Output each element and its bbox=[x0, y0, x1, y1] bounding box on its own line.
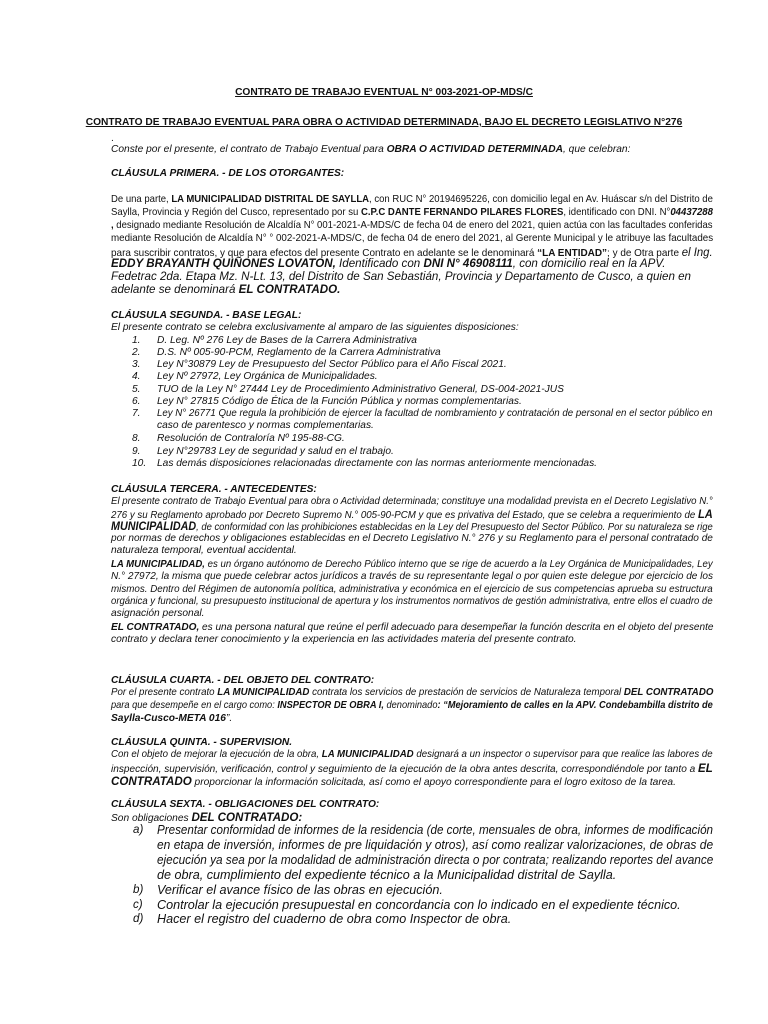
c3-p2-line-4: orgánica y funcional, su presupuesto institucional de apertura y los instrumentos normativos de gestión administrativa, entre ellos el cuadro de bbox=[111, 596, 713, 607]
obligation-item: en etapa de inversión, informes de pre liquidación y otros), así como realizar valorizaciones, de obras de bbox=[157, 838, 714, 852]
obligation-letter: c) bbox=[133, 898, 143, 911]
obligation-item: de obra, cumplimiento del expediente técnico a la Municipalidad distrital de Saylla. bbox=[157, 868, 617, 882]
legal-basis-number: 3. bbox=[132, 359, 141, 370]
c1-line-1: De una parte, LA MUNICIPALIDAD DISTRITAL DE SAYLLA, con RUC N° 20194695226, con domicilio legal en Av. Huáscar s/n del Distrito de bbox=[111, 194, 713, 205]
obligation-letter: d) bbox=[133, 912, 144, 925]
clause-6-heading: CLÁUSULA SEXTA. - OBLIGACIONES DEL CONTRATO: bbox=[111, 799, 380, 810]
c1-line-2: Saylla, Provincia y Región del Cusco, representado por su C.P.C DANTE FERNANDO PILARES FLORES, identificado con DNI. N°04437288 bbox=[111, 207, 713, 218]
c2-intro: El presente contrato se celebra exclusivamente al amparo de las siguientes disposiciones: bbox=[111, 322, 519, 333]
c1-line-4: mediante Resolución de Alcaldía N° ° 002-2021-A-MDS/C, de fecha 04 de enero del 2021, al Gerente Municipal y le atribuye las facultades bbox=[111, 233, 714, 244]
legal-basis-item: Resolución de Contraloría Nº 195-88-CG. bbox=[157, 433, 345, 444]
legal-basis-number: 5. bbox=[132, 384, 141, 395]
c1-line-7: Fedetrac 2da. Etapa Mz. N-Lt. 13, del Distrito de San Sebastián, Provincia y Departamento de Cusco, a quien en bbox=[111, 270, 692, 283]
c1-line-3: , designado mediante Resolución de Alcaldía N° 001-2021-A-MDS/C de fecha 04 de enero del 2021, quien actúa con las facultades conferidas bbox=[111, 220, 713, 231]
obligation-item: Controlar la ejecución presupuestal en concordancia con lo indicado en el expediente técnico. bbox=[157, 898, 681, 912]
legal-basis-number: 9. bbox=[132, 446, 141, 457]
c3-p1-line-2: 276 y su Reglamento aprobado por Decreto Supremo N.° 005-90-PCM y que es privativa del Estado, que se celebra a requerimiento de LA bbox=[111, 508, 713, 521]
stray-dot: . bbox=[111, 133, 114, 144]
clause-3-heading: CLÁUSULA TERCERA. - ANTECEDENTES: bbox=[111, 484, 317, 495]
clause-1-heading: CLÁUSULA PRIMERA. - DE LOS OTORGANTES: bbox=[111, 168, 345, 179]
intro-line: Conste por el presente, el contrato de Trabajo Eventual para OBRA O ACTIVIDAD DETERMINADA, que celebran: bbox=[111, 144, 631, 155]
c3-p2-line-2: N.° 27972, la misma que puede celebrar actos jurídicos a través de su representante legal o por quien este delegue por ejercicio de los bbox=[111, 571, 714, 582]
legal-basis-item: Ley N°30879 Ley de Presupuesto del Sector Público para el Año Fiscal 2021. bbox=[157, 359, 507, 370]
clause-5-heading: CLÁUSULA QUINTA. - SUPERVISION. bbox=[111, 737, 293, 748]
legal-basis-item: Ley Nº 27972, Ley Orgánica de Municipalidades. bbox=[157, 371, 378, 382]
c3-p1-line-1: El presente contrato de Trabajo Eventual para obra o Actividad determinada; constituye una modalidad prevista en el Decreto Legislativo N.° bbox=[111, 496, 713, 507]
c3-p3-line-2: contrato y declara tener conocimiento y la experiencia en las actividades materia del presente contrato. bbox=[111, 634, 577, 645]
legal-basis-item: caso de parentesco y normas complementarias. bbox=[157, 420, 374, 431]
c1-line-5: para suscribir contratos, y que para efectos del presente Contrato en adelante se le denominará “LA ENTIDAD”; y de Otra parte el Ing. bbox=[111, 246, 713, 259]
c3-p3-line-1: EL CONTRATADO, es una persona natural que reúne el perfil adecuado para desempeñar la función descrita en el objeto del presente bbox=[111, 622, 714, 633]
obligation-item: Verificar el avance físico de las obras en ejecución. bbox=[157, 883, 443, 897]
legal-basis-number: 1. bbox=[132, 335, 141, 346]
legal-basis-item: Las demás disposiciones relacionadas directamente con las normas anteriormente mencionadas. bbox=[157, 458, 597, 469]
legal-basis-number: 2. bbox=[132, 347, 141, 358]
c1-line-8: adelante se denominará EL CONTRATADO. bbox=[111, 283, 341, 296]
c4-line-3: Saylla-Cusco-META 016”. bbox=[111, 713, 233, 724]
c3-p1-line-5: naturaleza temporal, eventual accidental. bbox=[111, 545, 297, 556]
obligation-letter: b) bbox=[133, 883, 144, 896]
legal-basis-item: D. Leg. Nº 276 Ley de Bases de la Carrera Administrativa bbox=[157, 335, 417, 346]
legal-basis-number: 10. bbox=[132, 458, 147, 469]
c5-line-2: inspección, supervisión, verificación, control y seguimiento de la ejecución de la obra antes descrita, correspondiéndole por tanto a EL bbox=[111, 762, 713, 775]
obligation-item: Hacer el registro del cuaderno de obra como Inspector de obra. bbox=[157, 912, 512, 926]
legal-basis-number: 6. bbox=[132, 396, 141, 407]
c3-p2-line-1: LA MUNICIPALIDAD, es un órgano autónomo de Derecho Público interno que se rige de acuerdo a la Ley Orgánica de Municipalidades, Ley bbox=[111, 559, 713, 570]
clause-2-heading: CLÁUSULA SEGUNDA. - BASE LEGAL: bbox=[111, 310, 302, 321]
obligation-item: Presentar conformidad de informes de la residencia (de corte, mensuales de obra, informes de modificación bbox=[157, 823, 714, 837]
c1-line-6: EDDY BRAYANTH QUIÑONES LOVATON, Identificado con DNI N° 46908111, con domicilio real en la APV. bbox=[111, 257, 666, 270]
legal-basis-number: 8. bbox=[132, 433, 141, 444]
legal-basis-item: Ley N°29783 Ley de seguridad y salud en el trabajo. bbox=[157, 446, 394, 457]
obligation-letter: a) bbox=[133, 823, 144, 836]
c6-subheading: Son obligaciones DEL CONTRATADO: bbox=[111, 811, 303, 824]
c5-line-1: Con el objeto de mejorar la ejecución de la obra, LA MUNICIPALIDAD designará a un inspector o supervisor para que realice las labores de bbox=[111, 749, 713, 760]
c3-p2-line-5: asignación personal. bbox=[111, 608, 205, 619]
c3-p1-line-4: por normas de derechos y obligaciones establecidas en el Decreto Legislativo N.° 276 y su Reglamento para el personal contratado de bbox=[111, 533, 713, 544]
legal-basis-item: D.S. Nº 005-90-PCM, Reglamento de la Carrera Administrativa bbox=[157, 347, 441, 358]
c4-line-2: para que desempeñe en el cargo como: INSPECTOR DE OBRA I, denominado: “Mejoramiento de calles en la APV. Condebambilla distrito de bbox=[111, 700, 713, 711]
legal-basis-number: 4. bbox=[132, 371, 141, 382]
clause-4-heading: CLÁUSULA CUARTA. - DEL OBJETO DEL CONTRATO: bbox=[111, 675, 375, 686]
legal-basis-item: TUO de la Ley N° 27444 Ley de Procedimiento Administrativo General, DS-004-2021-JUS bbox=[157, 384, 564, 395]
legal-basis-item: Ley N° 26771 Que regula la prohibición de ejercer la facultad de nombramiento y contratación de personal en el sector público en bbox=[157, 408, 713, 419]
legal-basis-item: Ley N° 27815 Código de Ética de la Función Pública y normas complementarias. bbox=[157, 396, 522, 407]
c5-line-3: CONTRATADO proporcionar la información solicitada, así como el apoyo correspondiente para el logro exitoso de la tarea. bbox=[111, 775, 676, 788]
contract-subtitle: CONTRATO DE TRABAJO EVENTUAL PARA OBRA O ACTIVIDAD DETERMINADA, BAJO EL DECRETO LEGISLATIVO N°276 bbox=[85, 117, 683, 128]
c3-p1-line-3: MUNICIPALIDAD, de conformidad con las prohibiciones establecidas en la Ley del Presupuesto del Sector Público. Por su naturaleza se rige bbox=[111, 520, 713, 533]
legal-basis-number: 7. bbox=[132, 408, 141, 419]
obligation-item: ejecución ya sea por la modalidad de administración directa o por contrata; realizando reportes del avance bbox=[157, 853, 714, 867]
c3-p2-line-3: mismos. Dentro del Régimen de autonomía política, administrativa y económica en el ejercicio de sus competencias aprueba su estructura bbox=[111, 584, 713, 595]
c4-line-1: Por el presente contrato LA MUNICIPALIDAD contrata los servicios de prestación de servicios de Naturaleza temporal DEL CONTRATADO bbox=[111, 687, 714, 698]
contract-title: CONTRATO DE TRABAJO EVENTUAL N° 003-2021-OP-MDS/C bbox=[235, 87, 533, 98]
